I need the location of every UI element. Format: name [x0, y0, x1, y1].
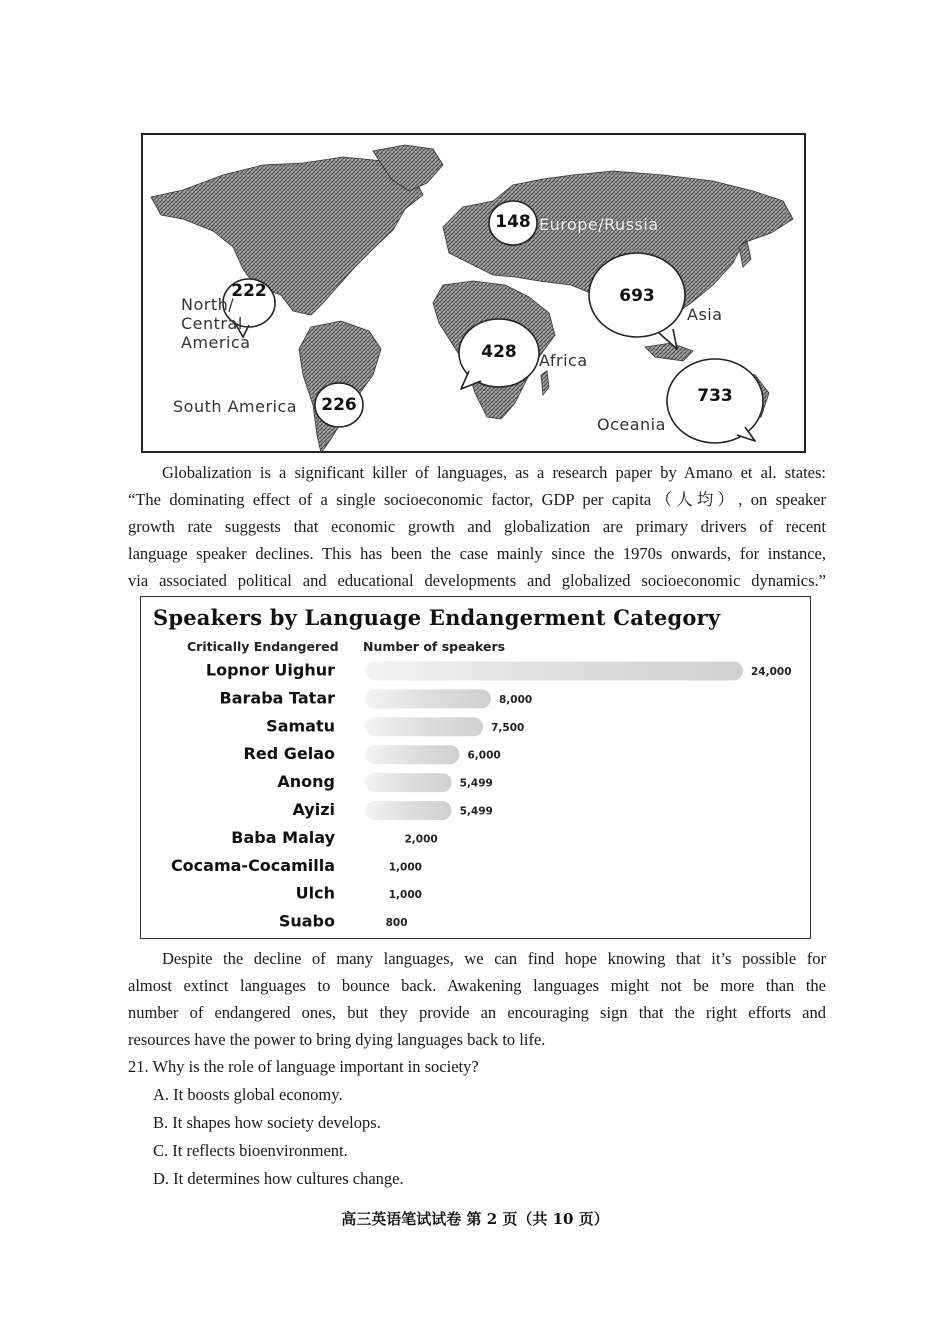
bar-value-label: 5,499	[459, 805, 493, 818]
madagascar-landmass	[541, 371, 549, 395]
bar	[365, 857, 381, 876]
world-map-figure	[141, 133, 806, 453]
bar	[365, 913, 378, 932]
bar	[365, 885, 381, 904]
page-footer: 高三英语笔试试卷 第 2 页（共 10 页）	[341, 1210, 609, 1228]
chart-category-header: Critically Endangered	[187, 639, 339, 654]
bar-value-label: 800	[385, 917, 408, 930]
bar-category-label: Baba Malay	[231, 827, 335, 847]
paragraph-globalization	[128, 459, 826, 594]
southeast-asia-islands	[645, 343, 693, 361]
north-america-landmass	[151, 157, 423, 315]
bar-category-label: Ayizi	[292, 800, 335, 819]
paragraph-line: language speaker declines. This has been the case mainly since the 1970s onwards, for instance,	[128, 544, 826, 563]
speakers-asia: 693	[619, 286, 655, 306]
chart-value-header: Number of speakers	[363, 639, 506, 654]
bar-category-label: Cocama-Cocamilla	[170, 855, 335, 875]
option-d: D. It determines how cultures change.	[153, 1169, 404, 1188]
speakers-north-america: 222	[231, 281, 267, 301]
bar-category-label: Ulch	[295, 883, 335, 903]
paragraph-line: almost extinct languages to bounce back. Awakening languages might not be more than the	[128, 976, 826, 995]
region-label-line: America	[181, 333, 251, 352]
endangered-languages-chart	[140, 596, 811, 939]
paragraph-line: growth rate suggests that economic growth and globalization are primary drivers of recent	[128, 517, 826, 536]
region-label-line: North/	[181, 295, 235, 314]
paragraph-line: Despite the decline of many languages, we can find hope knowing that it’s possible for	[162, 949, 826, 968]
region-label-asia: Asia	[687, 305, 723, 324]
bar-value-label: 8,000	[499, 693, 533, 706]
bar-category-label: Samatu	[266, 716, 335, 736]
paragraph-hope	[128, 945, 826, 1053]
region-label-line: Central	[181, 314, 243, 333]
region-label-north-america	[181, 295, 251, 352]
paragraph-line: resources have the power to bring dying languages back to life.	[128, 1030, 546, 1049]
bar	[365, 773, 452, 792]
speakers-oceania: 733	[697, 386, 733, 406]
paragraph-line: “The dominating effect of a single socioeconomic factor, GDP per capita（人均）, on speaker	[128, 490, 826, 509]
speakers-europe-russia: 148	[495, 212, 531, 232]
bar	[365, 801, 452, 820]
bar-value-label: 1,000	[388, 889, 422, 902]
bar-value-label: 1,000	[388, 861, 422, 874]
bar-value-label: 24,000	[751, 666, 792, 678]
bar	[365, 717, 483, 736]
paragraph-line: Globalization is a significant killer of languages, as a research paper by Amano et al. states:	[162, 463, 826, 482]
option-a: A. It boosts global economy.	[153, 1085, 343, 1104]
bar-category-label: Suabo	[278, 911, 335, 931]
question-stem: 21. Why is the role of language important in society?	[128, 1057, 479, 1076]
region-label-south-america: South America	[173, 397, 298, 416]
bar-category-label: Anong	[277, 772, 335, 792]
bar-value-label: 7,500	[491, 721, 525, 734]
bar-chart-plot	[141, 597, 809, 937]
bar-category-label: Red Gelao	[243, 744, 335, 764]
bar-category-label: Baraba Tatar	[219, 688, 335, 708]
bar	[365, 662, 743, 681]
option-b: B. It shapes how society develops.	[153, 1113, 381, 1132]
chart-title: Speakers by Language Endangerment Category	[153, 605, 721, 630]
speakers-africa: 428	[481, 342, 517, 362]
region-label-africa: Africa	[539, 351, 588, 370]
paragraph-line: number of endangered ones, but they provide an encouraging sign that the right efforts and	[128, 1003, 826, 1022]
speakers-south-america: 226	[321, 395, 357, 415]
paragraph-line: via associated political and educational developments and globalized socioeconomic dynamics.”	[128, 571, 826, 590]
bar-value-label: 5,499	[459, 777, 493, 790]
bar-value-label: 2,000	[404, 833, 438, 846]
bar-category-label: Lopnor Uighur	[205, 660, 335, 680]
region-label-oceania: Oceania	[597, 415, 666, 434]
bar-value-label: 6,000	[467, 749, 501, 762]
bar	[365, 829, 397, 848]
bar	[365, 689, 491, 708]
option-c: C. It reflects bioenvironment.	[153, 1141, 348, 1160]
bar	[365, 745, 460, 764]
region-label-europe-russia: Europe/Russia	[539, 215, 659, 234]
